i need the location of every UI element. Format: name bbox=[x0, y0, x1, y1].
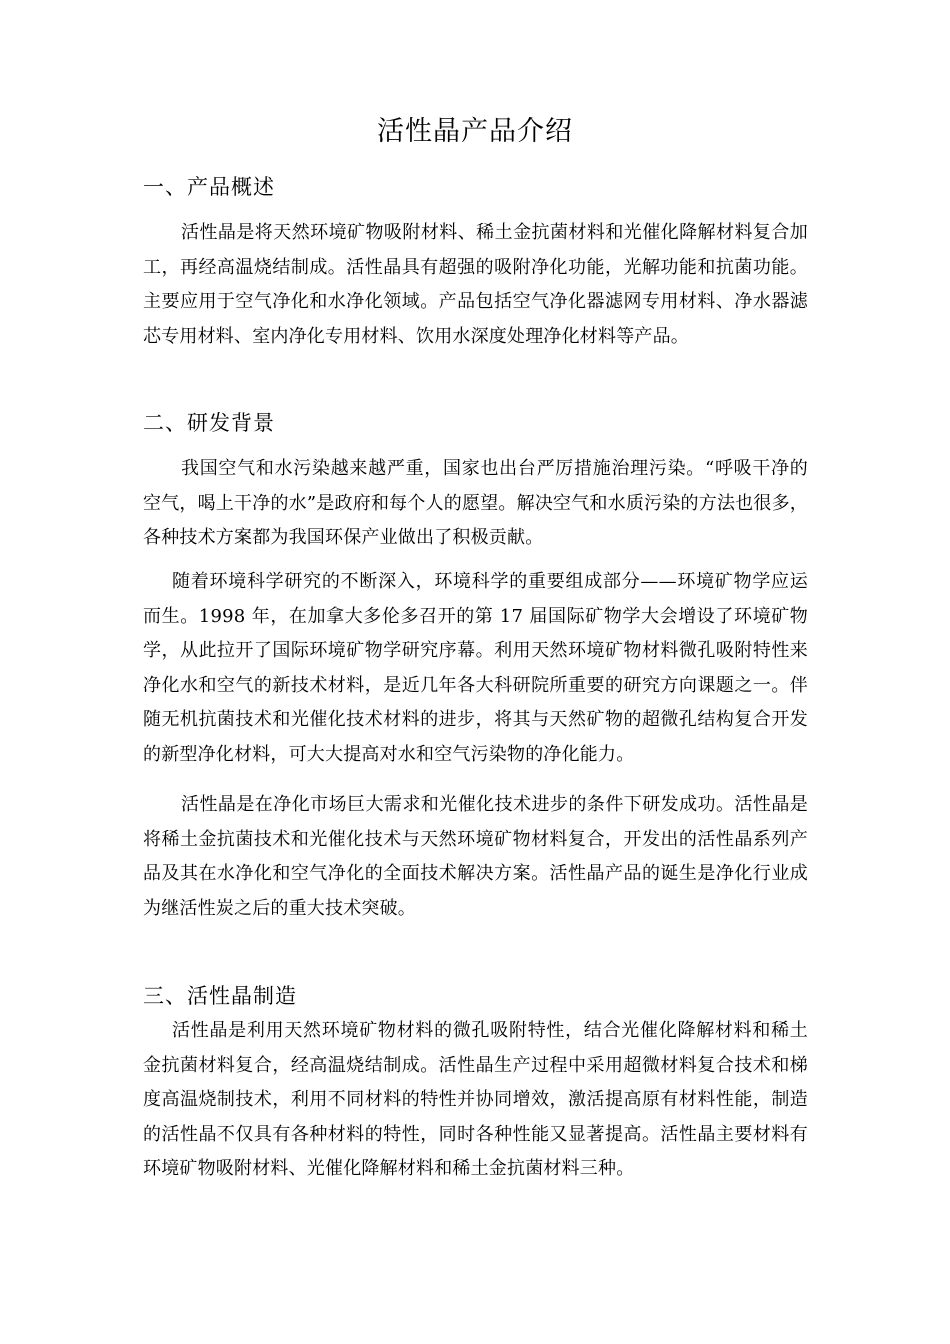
section-heading-manufacturing: 三、活性晶制造 bbox=[143, 984, 297, 1008]
background-paragraph-1: 我国空气和水污染越来越严重，国家也出台严厉措施治理污染。“呼吸干净的空气，喝上干净的水”是政府和每个人的愿望。解决空气和水质污染的方法也很多，各种技术方案都为我国环保产业做出了积极贡献。 bbox=[143, 458, 808, 548]
section-heading-background: 二、研发背景 bbox=[143, 411, 275, 435]
manufacturing-paragraph: 活性晶是利用天然环境矿物材料的微孔吸附特性，结合光催化降解材料和稀土金抗菌材料复合，经高温烧结制成。活性晶生产过程中采用超微材料复合技术和梯度高温烧制技术，利用不同材料的特性并协同增效，激活提高原有材料性能，制造的活性晶不仅具有各种材料的特性，同时各种性能又显著提高。活性晶主要材料有环境矿物吸附材料、光催化降解材料和稀土金抗菌材料三种。 bbox=[143, 1020, 808, 1179]
overview-paragraph: 活性晶是将天然环境矿物吸附材料、稀土金抗菌材料和光催化降解材料复合加工，再经高温烧结制成。活性晶具有超强的吸附净化功能，光解功能和抗菌功能。主要应用于空气净化和水净化领域。产品包括空气净化器滤网专用材料、净水器滤芯专用材料、室内净化专用材料、饮用水深度处理净化材料等产品。 bbox=[143, 222, 808, 347]
document-title: 活性晶产品介绍 bbox=[377, 116, 573, 147]
background-paragraph-2: 随着环境科学研究的不断深入，环境科学的重要组成部分——环境矿物学应运而生。1998 年，在加拿大多伦多召开的第 17 届国际矿物学大会增设了环境矿物学，从此拉开了国际环境矿物学研究序幕。利用天然环境矿物材料微孔吸附特性来净化水和空气的新技术材料，是近几年各大科研院所重要的研究方向课题之一。伴随无机抗菌技术和光催化技术材料的进步，将其与天然矿物的超微孔结构复合开发的新型净化材料，可大大提高对水和空气污染物的净化能力。 bbox=[143, 571, 808, 765]
background-paragraph-3: 活性晶是在净化市场巨大需求和光催化技术进步的条件下研发成功。活性晶是将稀土金抗菌技术和光催化技术与天然环境矿物材料复合，开发出的活性晶系列产品及其在水净化和空气净化的全面技术解决方案。活性晶产品的诞生是净化行业成为继活性炭之后的重大技术突破。 bbox=[143, 794, 808, 919]
section-heading-overview: 一、产品概述 bbox=[143, 175, 275, 199]
